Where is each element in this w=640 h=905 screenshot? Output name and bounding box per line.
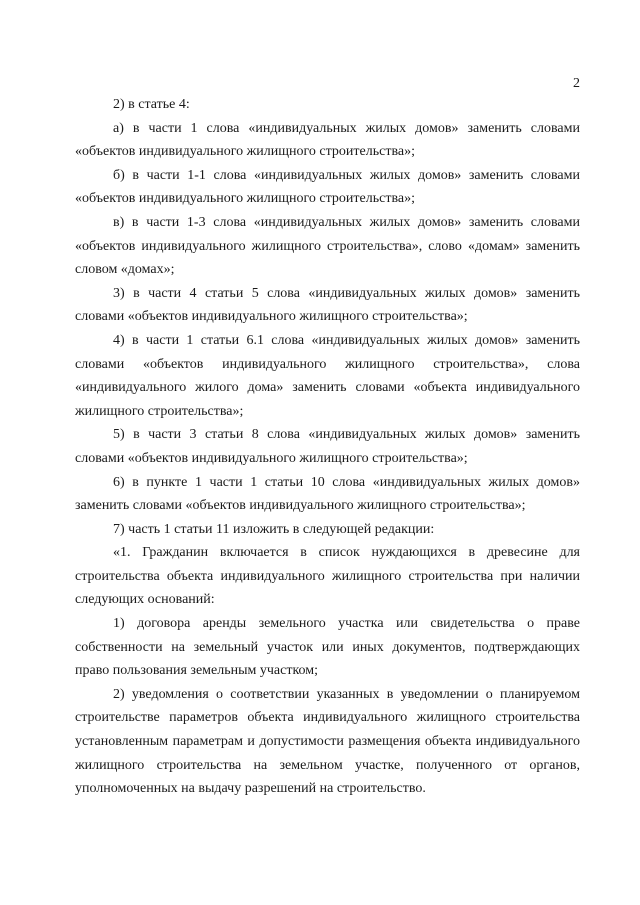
paragraph-subitem-2: 2) уведомления о соответствии указанных в уведомлении о планируемом строительстве параметров объекта индивидуального жилищного строительства установленным параметрам и допустимости размещения объекта индивидуального жилищного строительства на земельном участке, полученного от органов, уполномоченных на выдачу разрешений на строительство. — [75, 686, 580, 797]
paragraph-item-3: 3) в части 4 статьи 5 слова «индивидуальных жилых домов» заменить словами «объектов индивидуального жилищного строительства»; — [75, 285, 580, 325]
paragraph-item-4: 4) в части 1 статьи 6.1 слова «индивидуальных жилых домов» заменить словами «объектов индивидуального жилищного строительства», слова «индивидуального жилого дома» заменить словами «объекта индивидуального жилищного строительства»; — [75, 332, 580, 419]
paragraph-item-5: 5) в части 3 статьи 8 слова «индивидуальных жилых домов» заменить словами «объектов индивидуального жилищного строительства»; — [75, 427, 580, 466]
paragraph-item-7: 7) часть 1 статьи 11 изложить в следующей редакции: — [113, 521, 435, 537]
paragraph-item-b: б) в части 1-1 слова «индивидуальных жилых домов» заменить словами «объектов индивидуального жилищного строительства»; — [75, 167, 580, 207]
paragraph-subitem-1: 1) договора аренды земельного участка или свидетельства о праве собственности на земельный участок или иных документов, подтверждающих право пользования земельным участком; — [75, 616, 580, 679]
document-body — [75, 93, 580, 801]
paragraph-item-v: в) в части 1-3 слова «индивидуальных жилых домов» заменить словами «объектов индивидуального жилищного строительства», слово «домам» заменить словом «домах»; — [75, 214, 580, 278]
paragraph-item-6: 6) в пункте 1 части 1 статьи 10 слова «индивидуальных жилых домов» заменить словами «объектов индивидуального жилищного строительства»; — [75, 474, 580, 514]
paragraph-quote-1: «1. Гражданин включается в список нуждающихся в древесине для строительства объекта индивидуального жилищного строительства при наличии следующих оснований: — [75, 545, 580, 608]
page-number: 2 — [573, 76, 580, 91]
paragraph-item-a: а) в части 1 слова «индивидуальных жилых домов» заменить словами «объектов индивидуального жилищного строительства»; — [75, 120, 580, 160]
paragraph-article-4: 2) в статье 4: — [113, 97, 190, 112]
